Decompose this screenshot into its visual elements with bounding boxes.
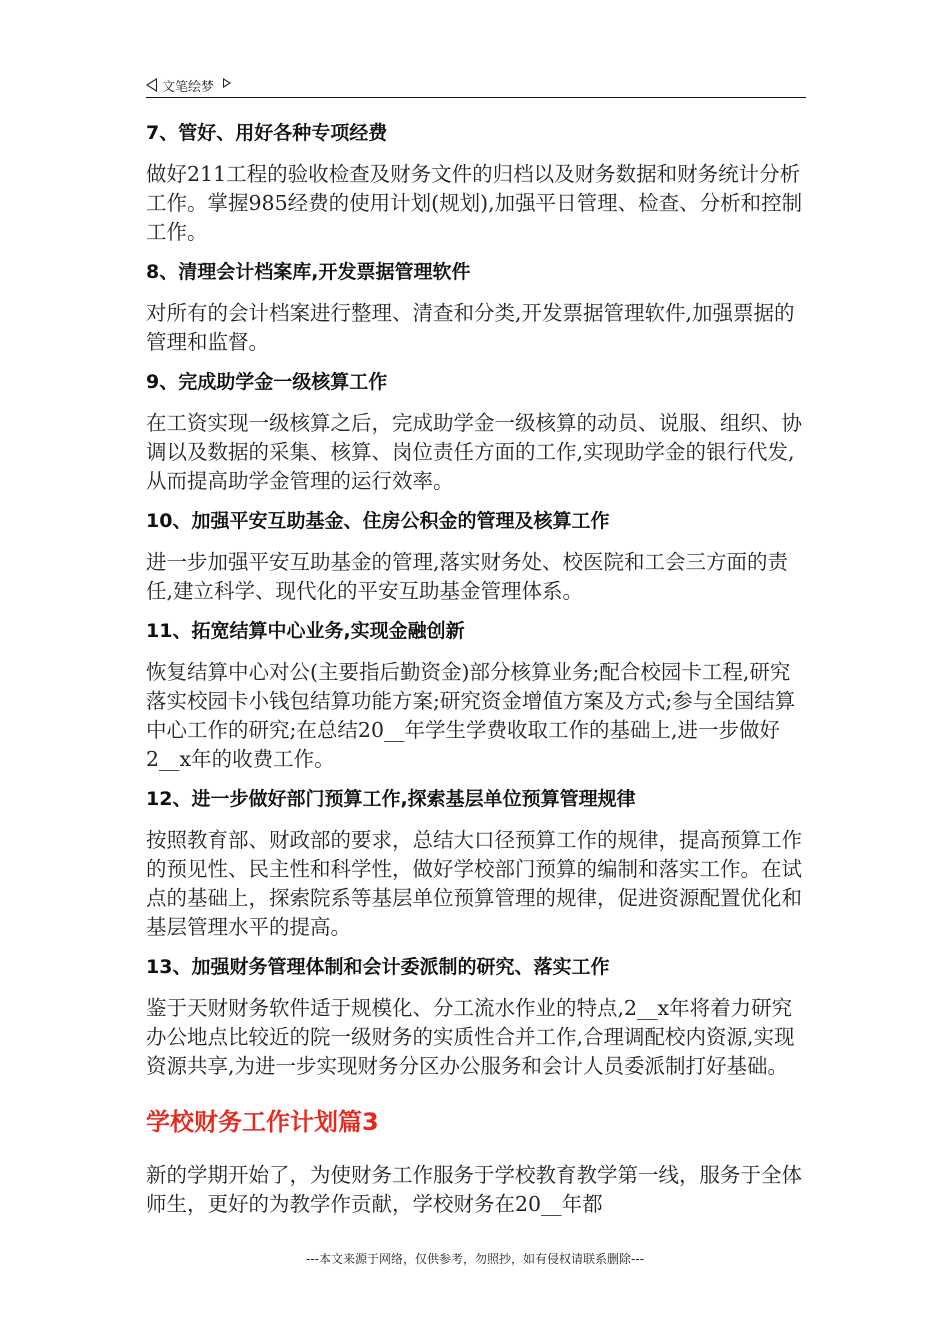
item-paragraph: 进一步加强平安互助基金的管理,落实财务处、校医院和工会三方面的责任,建立科学、现代化的平安互助基金管理体系。 [146, 550, 789, 603]
item-paragraph: 对所有的会计档案进行整理、清查和分类,开发票据管理软件,加强票据的管理和监督。 [146, 301, 795, 354]
header-brand: 文笔绘梦 [162, 79, 215, 95]
section-title: 学校财务工作计划篇3 [146, 1108, 379, 1136]
item-paragraph: 恢复结算中心对公(主要指后勤资金)部分核算业务;配合校园卡工程,研究落实校园卡小钱包结算功能方案;研究资金增值方案及方式;参与全国结算中心工作的研究;在总结20__年学生学费收取工作的基础上,进一步做好2__x年的收费工作。 [146, 660, 796, 771]
item-paragraph: 鉴于天财财务软件适于规模化、分工流水作业的特点,2__x年将着力研究办公地点比较近的院一级财务的实质性合并工作,合理调配校内资源,实现资源共享,为进一步实现财务分区办公服务和会计人员委派制打好基础。 [146, 996, 795, 1078]
section-paragraph: 新的学期开始了，为使财务工作服务于学校教育教学第一线，服务于全体师生，更好的为教学作贡献，学校财务在20__年都 [146, 1163, 802, 1216]
document-body [146, 118, 806, 1229]
triangle-left-icon [146, 78, 157, 92]
page-footer: ---本文来源于网络，仅供参考，勿照抄，如有侵权请联系删除--- [306, 1252, 644, 1266]
item-paragraph: 按照教育部、财政部的要求，总结大口径预算工作的规律，提高预算工作的预见性、民主性和科学性，做好学校部门预算的编制和落实工作。在试点的基础上，探索院系等基层单位预算管理的规律，促进资源配置优化和基层管理水平的提高。 [146, 828, 802, 939]
item-heading: 11、拓宽结算中心业务,实现金融创新 [146, 620, 465, 642]
item-heading: 9、完成助学金一级核算工作 [146, 371, 388, 393]
item-heading: 12、进一步做好部门预算工作,探索基层单位预算管理规律 [146, 788, 636, 810]
item-paragraph: 在工资实现一级核算之后，完成助学金一级核算的动员、说服、组织、协调以及数据的采集、核算、岗位责任方面的工作,实现助学金的银行代发,从而提高助学金管理的运行效率。 [146, 411, 802, 493]
item-heading: 10、加强平安互助基金、住房公积金的管理及核算工作 [146, 510, 610, 532]
item-heading: 7、管好、用好各种专项经费 [146, 122, 388, 144]
triangle-right-icon [223, 78, 231, 88]
item-heading: 8、清理会计档案库,开发票据管理软件 [146, 261, 471, 283]
item-heading: 13、加强财务管理体制和会计委派制的研究、落实工作 [146, 956, 610, 978]
item-paragraph: 做好211工程的验收检查及财务文件的归档以及财务数据和财务统计分析工作。掌握985经费的使用计划(规划),加强平日管理、检查、分析和控制工作。 [146, 162, 803, 244]
page-header [146, 74, 806, 96]
header-rule [146, 97, 806, 98]
